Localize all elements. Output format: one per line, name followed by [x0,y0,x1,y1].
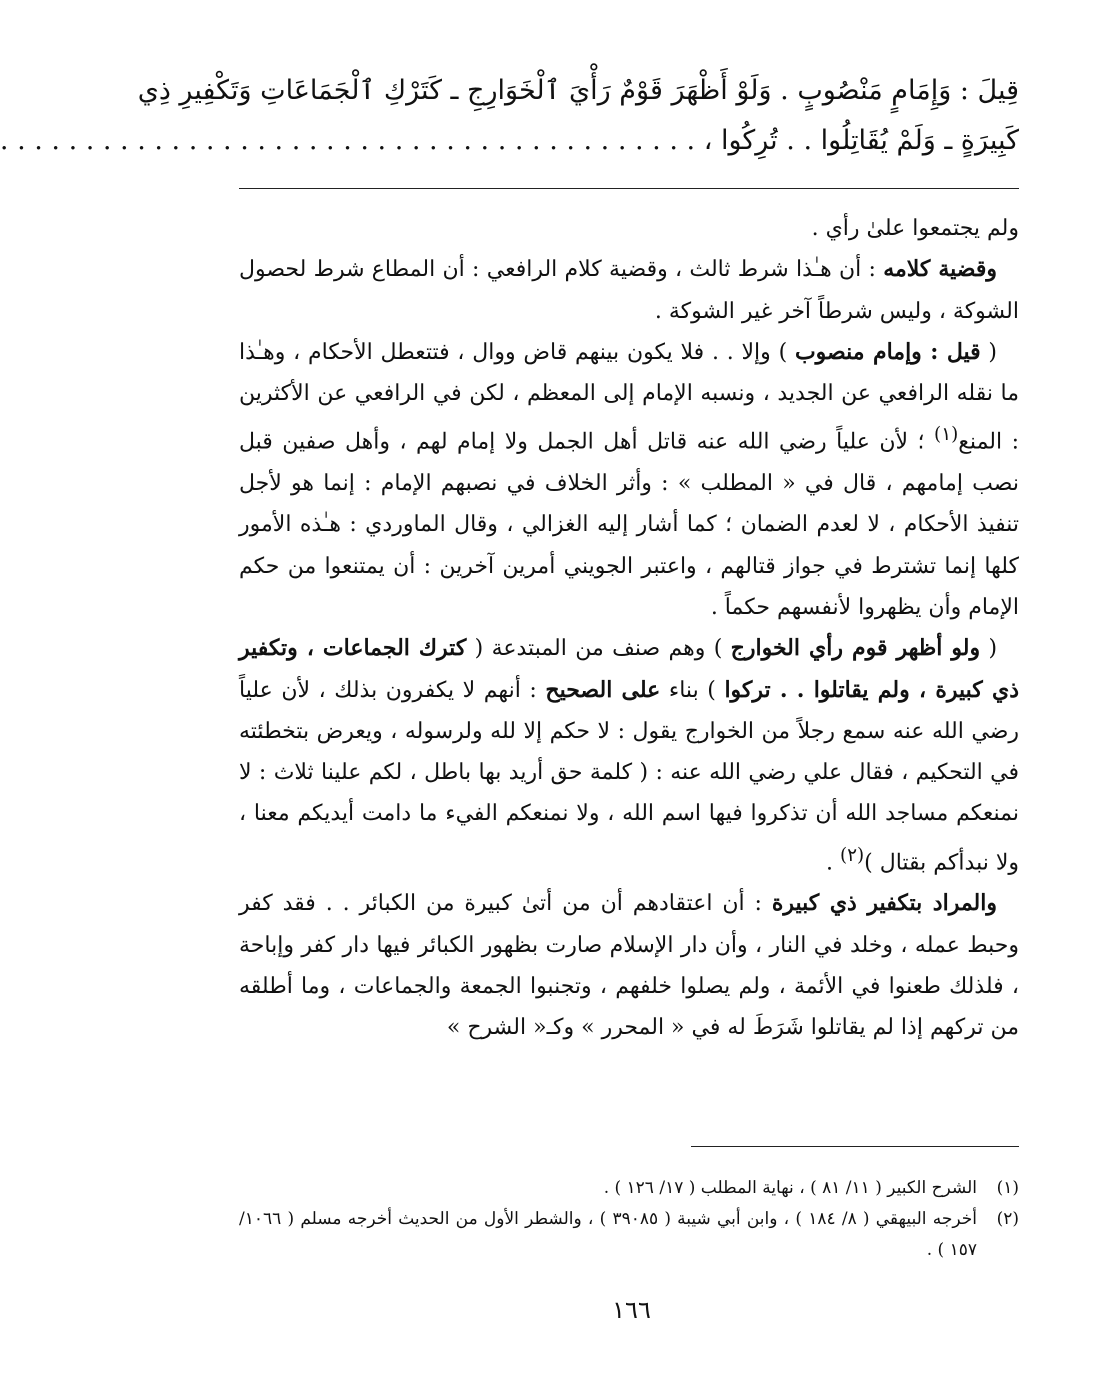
footnote-1 [239,1173,1019,1204]
footnote-1-text: الشرح الكبير ( ١١/ ٨١ ) ، نهاية المطلب ( ١٧/ ١٢٦ ) . [603,1178,977,1198]
paragraph-5-text: : أن اعتقادهم أن من أتىٰ كبيرة من الكبائر . . فقد كفر وحبط عمله ، وخلد في النار ، وأن دار الإسلام صارت بظهور الكبائر فيها دار كفر وإباحة ، فلذلك طعنوا في الأئمة ، ولم يصلوا خلفهم ، وتجنبوا الجمعة والجماعات ، وما أطلقه من تركهم إذا لم يقاتلوا شَرَطَ له في « المحرر » وكـ« الشرح » [239,891,1019,1041]
footnotes [239,1173,1019,1266]
footnote-1-number: (١) [996,1178,1019,1198]
matn-line-1: قِيلَ : وَإِمَامٍ مَنْصُوبٍ . وَلَوْ أَظْهَرَ قَوْمٌ رَأْيَ ٱلْخَوَارِجِ ـ كَتَرْكِ ٱلْجَمَاعَاتِ وَتَكْفِيرِ ذِي [137,75,1019,106]
commentary-paragraph-5 [239,883,1019,1048]
paragraph-3-open-paren: ( [980,339,998,365]
paragraph-4-mid-1: ) وهم صنف من المبتدعة ( [466,636,731,662]
paragraph-3-text: ) وإلا . . فلا يكون بينهم قاض ووال ، فتتعطل الأحكام ، وهـٰذا ما نقله الرافعي عن الجديد ، ونسبه الإمام إلى المعظم ، لكن في الرافعي عن الأكثرين : المنع [239,339,1019,455]
matn-separator-rule [239,188,1019,189]
paragraph-2-text: : أن هـٰذا شرط ثالث ، وقضية كلام الرافعي : أن المطاع شرط لحصول الشوكة ، وليس شرطاً آخر غير الشوكة . [239,257,1019,324]
footnote-ref-2[interactable]: (٢) [839,844,865,866]
footnote-2 [239,1204,1019,1266]
paragraph-3-text-cont: ؛ لأن علياً رضي الله عنه قاتل أهل الجمل ولا إمام لهم ، وأهل صفين قبل نصب إمامهم ، قال في « المطلب » : وأثر الخلاف في نصبهم الإمام : إنما هو لأجل تنفيذ الأحكام ، لا لعدم الضمان ؛ كما أشار إليه الغزالي ، وقال الماوردي : هـٰذه الأمور كلها إنما تشترط في جواز قتالهم ، واعتبر الجويني أمرين آخرين : أن يمتنعوا من حكم الإمام وأن يظهروا لأنفسهم حكماً . [239,429,1019,620]
paragraph-3-lead: قيل : وإمام منصوب [794,338,981,365]
paragraph-2-lead: وقضية كلامه [883,256,997,283]
matn-dots-filler: . . . . . . . . . . . . . . . . . . . . . . . . . . . . . . . . . . . . . . . . . [0,125,696,156]
paragraph-1-text: ولم يجتمعوا علىٰ رأي . [811,216,1019,241]
footnote-2-text: أخرجه البيهقي ( ٨/ ١٨٤ ) ، وابن أبي شيبة ( ٣٩٠٨٥ ) ، والشطر الأول من الحديث أخرجه مسلم ( ١٠٦٦/ ١٥٧ ) . [239,1209,977,1260]
matn-line-2 [0,116,1019,166]
footnote-separator-rule [691,1146,1019,1147]
matn-line-2-text: كَبِيرَةٍ ـ وَلَمْ يُقَاتِلُوا . . تُرِكُوا ، [703,125,1019,156]
footnote-2-number: (٢) [996,1209,1019,1229]
commentary-text [239,208,1019,1049]
paragraph-4-text: : أنهم لا يكفرون بذلك ، لأن علياً رضي الله عنه سمع رجلاً من الخوارج يقول : لا حكم إلا لله ولرسوله ، ويعرض بتخطئته في التحكيم ، فقال علي رضي الله عنه : ( كلمة حق أريد بها باطل ، لكم علينا ثلاث : لا نمنعكم مساجد الله أن تذكروا فيها اسم الله ، ولا نمنعكم الفيء ما دامت أيديكم معنا ، ولا نبدأكم بقتال ) [239,677,1019,876]
page-number: ١٦٦ [612,1296,651,1324]
commentary-paragraph-3 [239,332,1019,628]
paragraph-4-mid-2: ) بناء [660,677,725,703]
paragraph-4-open-paren: ( [980,636,998,662]
footnote-ref-1[interactable]: (١) [934,424,959,446]
paragraph-4-lead-2: كترك الجماعات ، وتكفير ذي كبيرة ، ولم يقاتلوا . . تركوا [239,635,1019,703]
paragraph-4-lead: ولو أظهر قوم رأي الخوارج [730,635,981,662]
main-text-matn [0,66,1019,166]
paragraph-4-end: . [825,850,840,876]
paragraph-4-lead-3: على الصحيح [545,676,661,703]
commentary-paragraph-4 [239,628,1019,883]
commentary-paragraph-1 [239,208,1019,249]
paragraph-5-lead: والمراد بتكفير ذي كبيرة [771,890,997,917]
commentary-paragraph-2 [239,249,1019,332]
